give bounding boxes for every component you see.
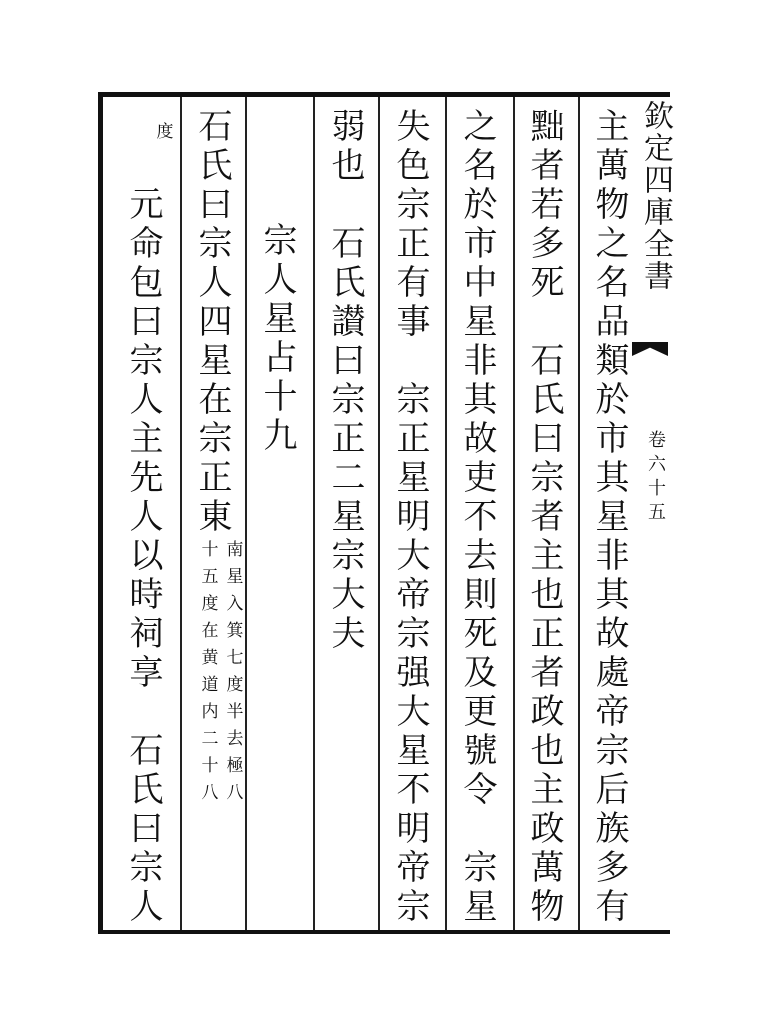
column-rule <box>245 97 247 930</box>
text-column-2: 黜者若多死 石氏曰宗者主也正者政也主政萬物 <box>524 108 564 927</box>
column-rule <box>445 97 447 930</box>
text-column-4: 失色宗正有事 宗正星明大帝宗强大星不明帝宗 <box>390 108 430 927</box>
text-column-1: 主萬物之名品類於市其星非其故處帝宗后族多有 <box>589 108 629 927</box>
text-column-8: 元命包曰宗人主先人以時祠享 石氏曰宗人 <box>123 186 163 927</box>
margin-book-title: 欽定四庫全書 <box>638 100 673 292</box>
page-frame <box>98 92 673 934</box>
margin-volume-number: 卷六十五 <box>645 430 666 526</box>
column-rule <box>378 97 380 930</box>
column-rule <box>578 97 580 930</box>
annotation-line-a: 南星入箕七度半去極八 <box>222 540 243 810</box>
text-column-7: 石氏曰宗人四星在宗正東 <box>192 108 232 537</box>
text-column-5: 弱也 石氏讃曰宗正二星宗大夫 <box>325 108 365 654</box>
column-rule <box>513 97 515 930</box>
text-column-3: 之名於市中星非其故吏不去則死及更號令 宗星 <box>457 108 497 927</box>
annotation-line-b: 十五度在黄道内二十八 <box>197 540 218 810</box>
column-rule <box>313 97 315 930</box>
section-heading: 宗人星占十九 <box>257 222 297 456</box>
column-rule <box>180 97 182 930</box>
annotation-carryover: 度 <box>152 122 173 149</box>
